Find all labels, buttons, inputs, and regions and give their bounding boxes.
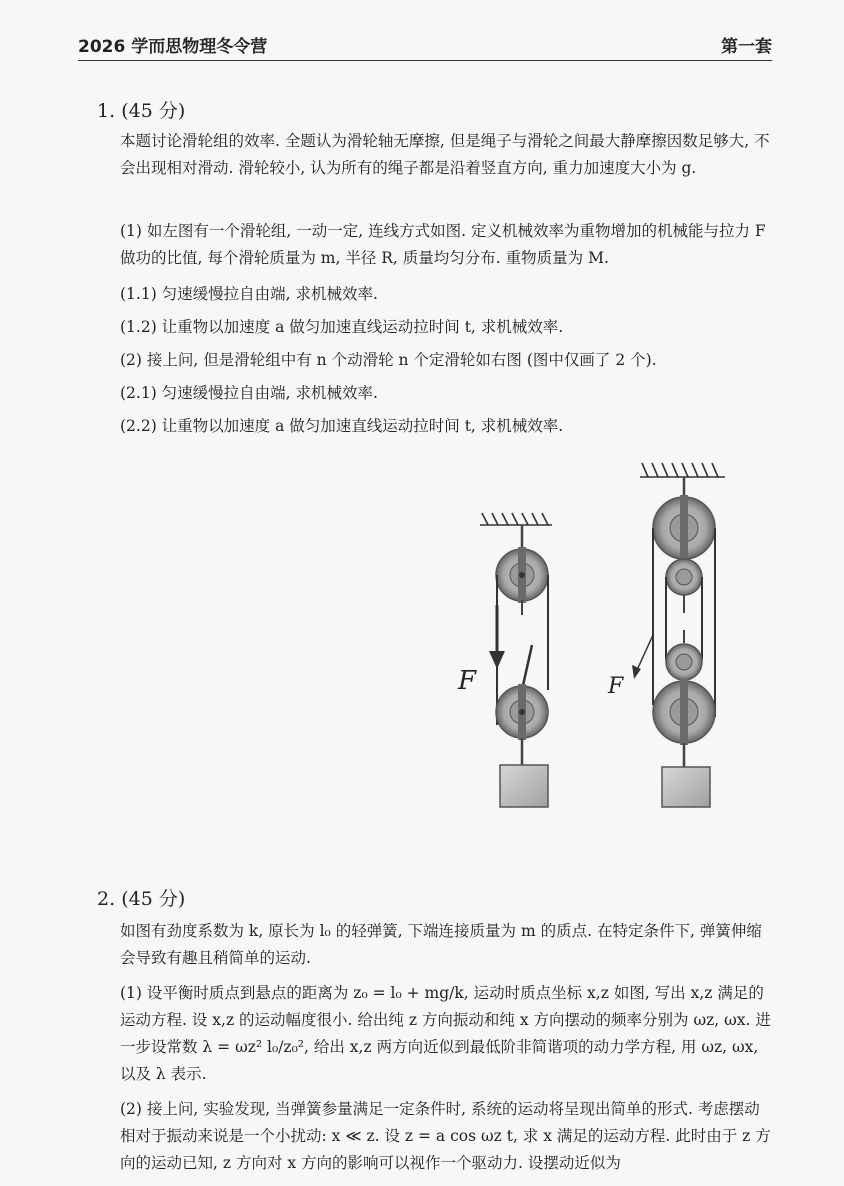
right-movable-pulley-large <box>653 679 715 745</box>
problem-2-part-2: (2) 接上问, 实验发现, 当弹簧参量满足一定条件时, 系统的运动将呈现出简单的形式. 考虑摆动相对于振动来说是一个小扰动: x ≪ z. 设 z = a cos ωz t, 求 x 满足的运动方程. 此时由于 z 方向的运动已知, z 方向对 x 方向的影响可以视作一个驱动力. 设摆动近似为 <box>120 1100 771 1172</box>
left-force-label: F <box>458 666 477 696</box>
problem-1-part-1-1: (1.1) 匀速缓慢拉自由端, 求机械效率. <box>120 285 378 303</box>
problem-2-heading <box>97 884 185 911</box>
page-header <box>78 30 772 61</box>
left-weight-block <box>500 765 548 807</box>
problem-2-part-1: (1) 设平衡时质点到悬点的距离为 z₀ = l₀ + mg/k, 运动时质点坐标 x,z 如图, 写出 x,z 满足的运动方程. 设 x,z 的运动幅度很小. 给出纯 z 方向振动和纯 x 方向摆动的频率分别为 ωz, ωx. 进一步设常数 λ = ωz² l₀/z₀², 给出 x,z 两方向近似到最低阶非简谐项的动力学方程, 用 ωz, ωx, 以及 λ 表示. <box>120 984 771 1083</box>
right-ceiling <box>640 463 725 477</box>
right-movable-pulley-small <box>666 644 702 680</box>
problem-1-part-2-2: (2.2) 让重物以加速度 a 做匀加速直线运动拉时间 t, 求机械效率. <box>120 417 564 435</box>
problem-2-number: 2. <box>97 888 116 910</box>
problem-1-number: 1. <box>97 100 116 122</box>
left-force-arrow <box>489 605 505 669</box>
problem-1-heading <box>97 96 185 123</box>
left-movable-pulley <box>496 684 548 740</box>
left-fixed-pulley <box>496 547 548 603</box>
problem-2-points: (45 分) <box>121 888 186 910</box>
problem-1-part-1-2: (1.2) 让重物以加速度 a 做匀加速直线运动拉时间 t, 求机械效率. <box>120 318 564 336</box>
right-force-arrow <box>632 635 653 679</box>
competition-title: 2026 学而思物理冬令营 <box>78 37 268 57</box>
right-fixed-pulley-small <box>666 559 702 595</box>
right-weight-block <box>662 767 710 807</box>
problem-1-points: (45 分) <box>121 100 186 122</box>
problem-1-part-2-1: (2.1) 匀速缓慢拉自由端, 求机械效率. <box>120 384 378 402</box>
problem-1-intro: 本题讨论滑轮组的效率. 全题认为滑轮轴无摩擦, 但是绳子与滑轮之间最大静摩擦因数足够大, 不会出现相对滑动. 滑轮较小, 认为所有的绳子都是沿着竖直方向, 重力加速度大小为 g. <box>120 132 770 177</box>
left-ceiling <box>480 513 552 525</box>
right-fixed-pulley-large <box>653 495 715 561</box>
pulley-figure <box>440 455 750 815</box>
problem-1-part-2: (2) 接上问, 但是滑轮组中有 n 个动滑轮 n 个定滑轮如右图 (图中仅画了 2 个). <box>120 351 657 369</box>
paper-set-label: 第一套 <box>721 37 772 57</box>
right-force-label: F <box>608 674 624 699</box>
problem-2-intro: 如图有劲度系数为 k, 原长为 l₀ 的轻弹簧, 下端连接质量为 m 的质点. 在特定条件下, 弹簧伸缩会导致有趣且稍简单的运动. <box>120 922 762 967</box>
problem-1-part-1: (1) 如左图有一个滑轮组, 一动一定, 连线方式如图. 定义机械效率为重物增加的机械能与拉力 F 做功的比值, 每个滑轮质量为 m, 半径 R, 质量均匀分布. 重物质量为 M. <box>120 222 766 267</box>
